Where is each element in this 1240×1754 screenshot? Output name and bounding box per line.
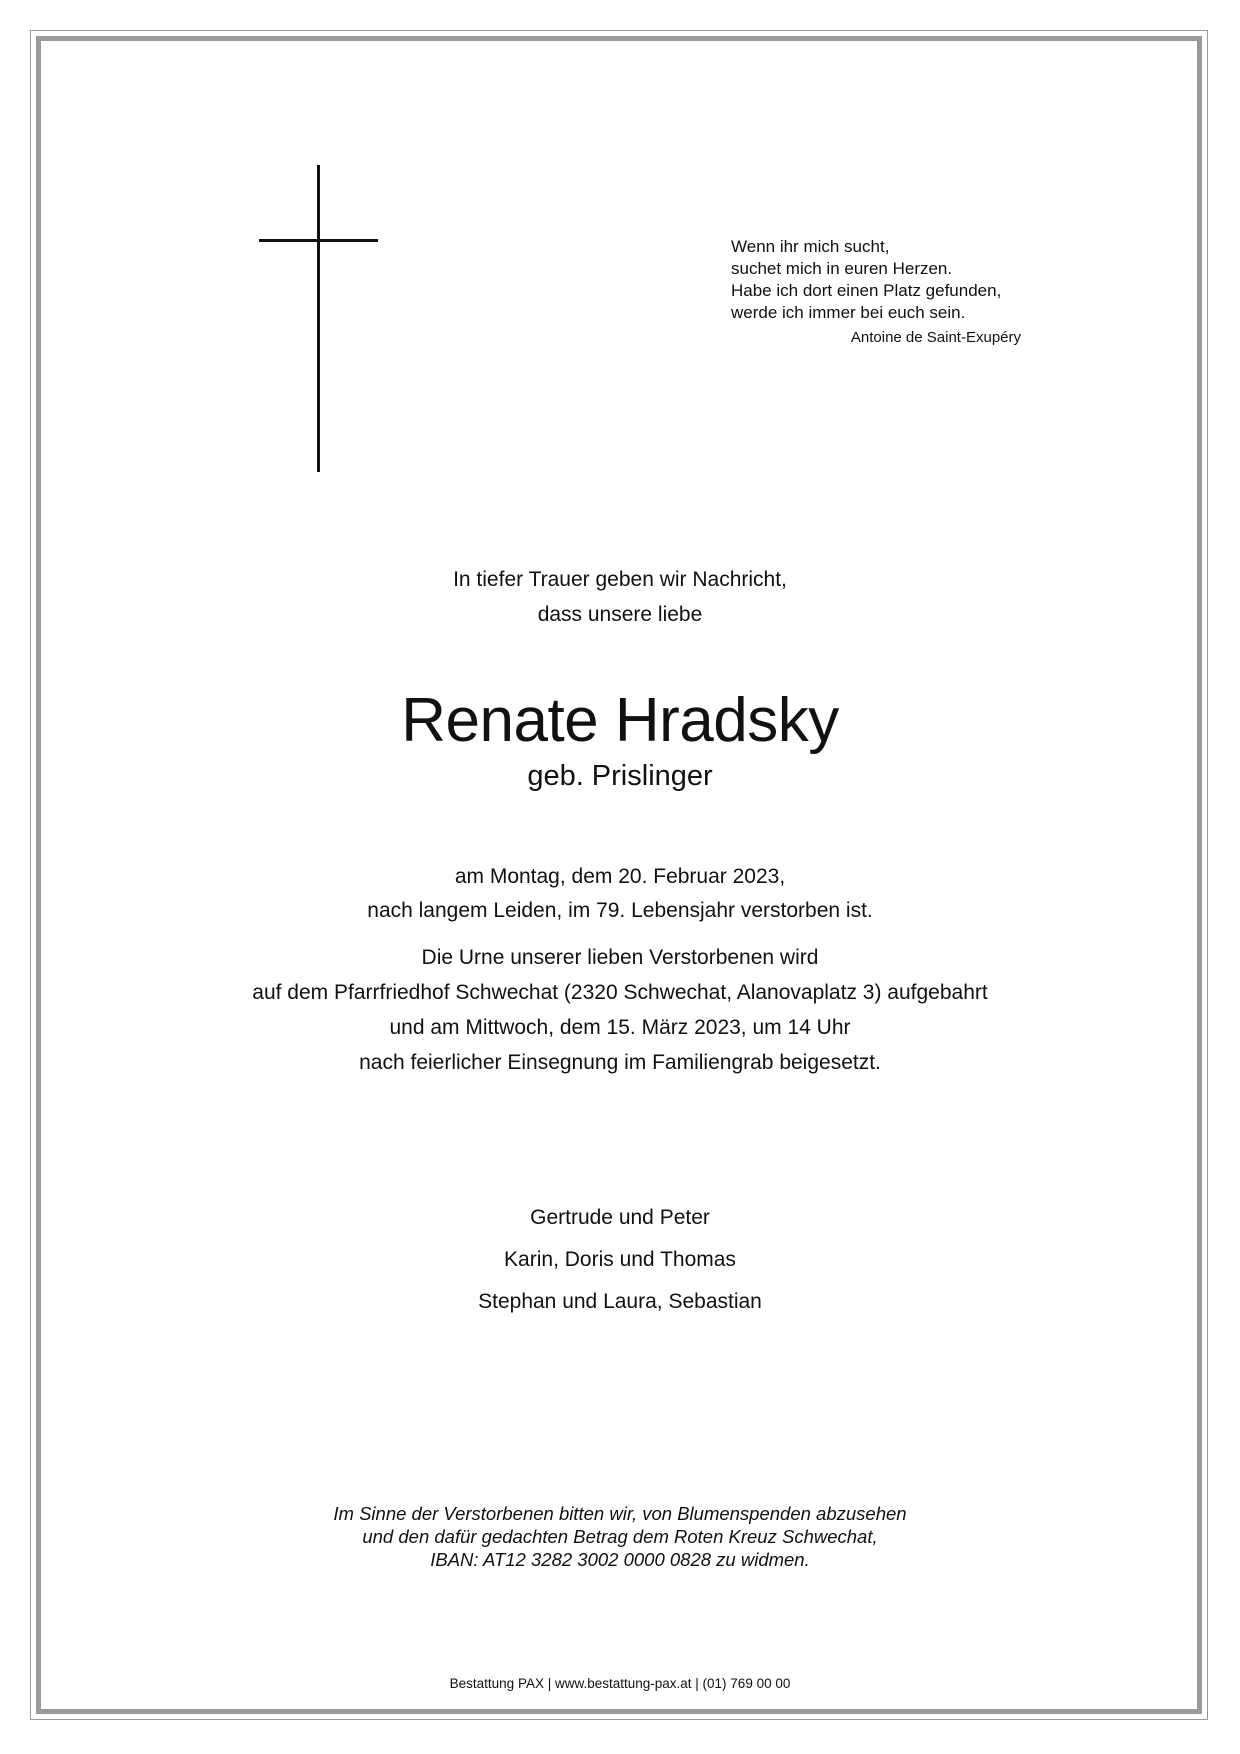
quote-block: [731, 236, 1021, 349]
quote-line: Wenn ihr mich sucht,: [731, 237, 890, 256]
donation-line: IBAN: AT12 3282 3002 0000 0828 zu widmen.: [430, 1549, 810, 1570]
funeral-line: nach feierlicher Einsegnung im Familiengrab beigesetzt.: [359, 1051, 881, 1074]
maiden-name: geb. Prislinger: [527, 760, 713, 792]
donation-request: [0, 1502, 1240, 1571]
funeral-details: [0, 940, 1240, 1080]
death-notice: [0, 860, 1240, 928]
quote-line: suchet mich in euren Herzen.: [731, 259, 953, 278]
cross-vertical-bar: [317, 165, 320, 472]
death-notice-line: nach langem Leiden, im 79. Lebensjahr verstorben ist.: [367, 899, 873, 922]
funeral-line: auf dem Pfarrfriedhof Schwechat (2320 Schwechat, Alanovaplatz 3) aufgebahrt: [252, 981, 988, 1004]
funeral-line: Die Urne unserer lieben Verstorbenen wird: [421, 946, 819, 969]
intro-line: dass unsere liebe: [537, 603, 703, 626]
footer-contact: Bestattung PAX | www.bestattung-pax.at | (01) 769 00 00: [449, 1676, 791, 1691]
intro-line: In tiefer Trauer geben wir Nachricht,: [453, 568, 787, 591]
deceased-name: Renate Hradsky: [401, 686, 839, 755]
quote-line: Habe ich dort einen Platz gefunden,: [731, 281, 1002, 300]
funeral-line: und am Mittwoch, dem 15. März 2023, um 14 Uhr: [389, 1016, 851, 1039]
mourners-list: [0, 1197, 1240, 1323]
mourner-line: Gertrude und Peter: [530, 1206, 710, 1229]
mourner-line: Stephan und Laura, Sebastian: [478, 1290, 762, 1313]
cross-horizontal-bar: [259, 239, 378, 242]
quote-line: werde ich immer bei euch sein.: [731, 303, 966, 322]
donation-line: und den dafür gedachten Betrag dem Roten Kreuz Schwechat,: [362, 1526, 878, 1547]
donation-line: Im Sinne der Verstorbenen bitten wir, von Blumenspenden abzusehen: [333, 1503, 907, 1524]
quote-author: Antoine de Saint-Exupéry: [850, 329, 1021, 346]
death-notice-line: am Montag, dem 20. Februar 2023,: [454, 865, 786, 888]
intro-text: [0, 562, 1240, 632]
mourner-line: Karin, Doris und Thomas: [504, 1248, 736, 1271]
